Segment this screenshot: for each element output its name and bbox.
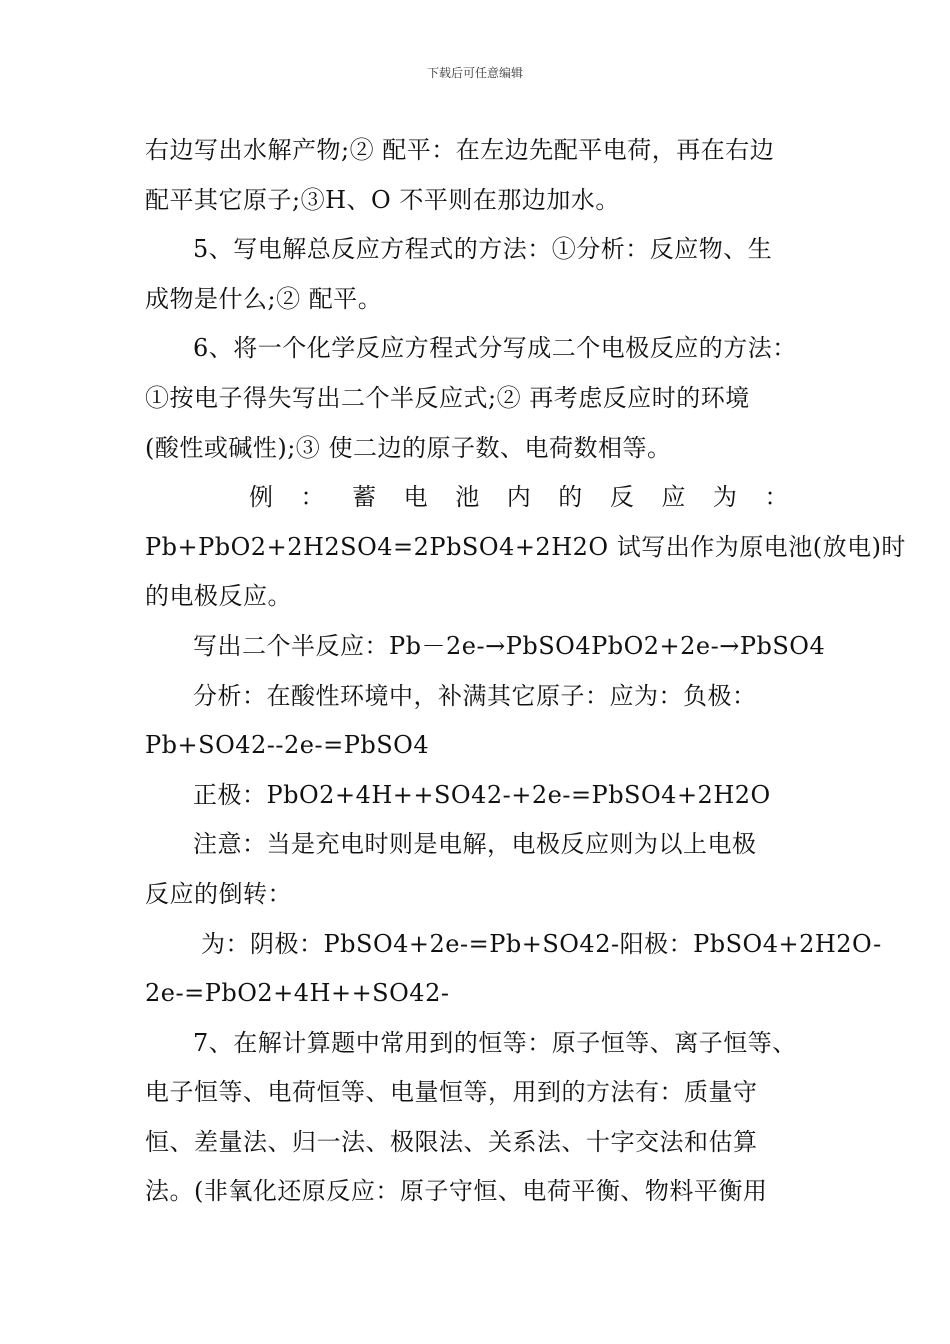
text-line: Pb+SO42--2e-=PbSO4 (145, 731, 430, 760)
char: 为 (712, 483, 738, 512)
text-line: 法。(非氧化还原反应：原子守恒、电荷平衡、物料平衡用 (145, 1177, 768, 1206)
text-line: ①按电子得失写出二个半反应式;② 再考虑反应时的环境 (145, 383, 750, 412)
text-line: 5、写电解总反应方程式的方法：①分析：反应物、生 (193, 235, 773, 264)
text-line: 写出二个半反应：Pb－2e-→PbSO4PbO2+2e-→PbSO4 (193, 631, 826, 660)
char: 电 (403, 483, 429, 512)
char: 蓄 (352, 483, 377, 512)
document-body (145, 126, 906, 1217)
text-line: Pb+PbO2+2H2SO4=2PbSO4+2H2O 试写出作为原电池(放电)时 (145, 532, 906, 561)
char: ： (764, 483, 789, 512)
char: 例 (249, 483, 274, 512)
char: 的 (558, 483, 583, 512)
text-line: 分析：在酸性环境中，补满其它原子：应为：负极： (193, 681, 757, 710)
spread-text (249, 473, 789, 523)
text-line: 的电极反应。 (145, 582, 292, 611)
text-line: 成物是什么;② 配平。 (145, 284, 383, 313)
text-line: 注意：当是充电时则是电解，电极反应则为以上电极 (193, 830, 757, 859)
char: 池 (455, 483, 480, 512)
char: ： (300, 483, 326, 512)
text-line: 电子恒等、电荷恒等、电量恒等，用到的方法有：质量守 (145, 1078, 758, 1107)
text-line: 为：阴极：PbSO4+2e-=Pb+SO42-阳极：PbSO4+2H2O- (201, 929, 882, 958)
char: 内 (506, 483, 532, 512)
page-header: 下载后可任意编辑 (426, 66, 523, 80)
text-line: 反应的倒转： (145, 879, 292, 908)
text-line-justified (145, 473, 810, 523)
text-line: 恒、差量法、归一法、极限法、关系法、十字交法和估算 (145, 1127, 758, 1156)
text-line: (酸性或碱性);③ 使二边的原子数、电荷数相等。 (145, 433, 672, 462)
text-line: 配平其它原子;③H、O 不平则在那边加水。 (145, 185, 620, 214)
text-line: 7、在解计算题中常用到的恒等：原子恒等、离子恒等、 (193, 1028, 797, 1057)
text-line: 正极：PbO2+4H++SO42-+2e-=PbSO4+2H2O (193, 780, 771, 809)
char: 反 (609, 483, 635, 512)
char: 应 (661, 483, 686, 512)
text-line: 6、将一个化学反应方程式分写成二个电极反应的方法： (193, 334, 797, 363)
text-line: 2e-=PbO2+4H++SO42- (145, 979, 450, 1008)
text-line: 右边写出水解产物;② 配平：在左边先配平电荷，再在右边 (145, 136, 775, 164)
